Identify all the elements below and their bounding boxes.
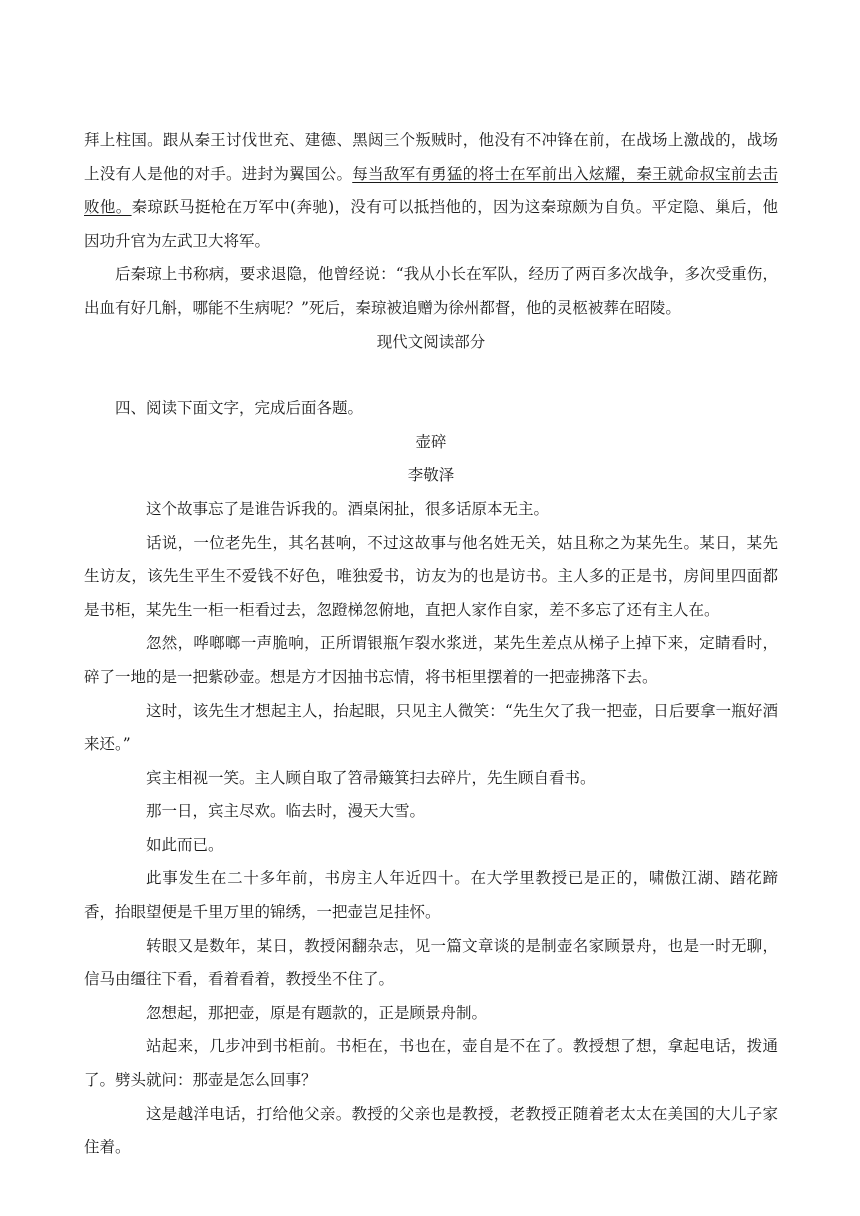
story-paragraph: 转眼又是数年，某日，教授闲翻杂志，见一篇文章谈的是制壶名家顾景舟，也是一时无聊，信马由缰往下看，看着看着，教授坐不住了。 (84, 936, 778, 989)
translation-paragraph-1 (84, 124, 778, 258)
translation-text: 秦琼跃马挺枪在万军中(奔驰)，没有可以抵挡他的，因为这秦琼颇为自负。平定隐、巢后，他因功升官为左武卫大将军。 (84, 198, 778, 250)
story-paragraph: 这是越洋电话，打给他父亲。教授的父亲也是教授，老教授正随着老太太在美国的大儿子家住着。 (84, 1104, 778, 1157)
story-paragraph: 忽想起，那把壶，原是有题款的，正是顾景舟制。 (146, 1003, 488, 1022)
story-paragraph: 站起来，几步冲到书柜前。书柜在，书也在，壶自是不在了。教授想了想，拿起电话，拨通了。劈头就问：那壶是怎么回事？ (84, 1037, 778, 1090)
story-paragraph: 这时，该先生才想起主人，抬起眼，只见主人微笑：“先生欠了我一把壶，日后要拿一瓶好酒来还。” (84, 701, 778, 754)
story-paragraph: 宾主相视一笑。主人顾自取了笤帚簸箕扫去碎片，先生顾自看书。 (146, 768, 596, 787)
story-paragraph: 那一日，宾主尽欢。临去时，漫天大雪。 (146, 802, 426, 821)
story-paragraph: 忽然，哗啷啷一声脆响，正所谓银瓶乍裂水浆迸，某先生差点从梯子上掉下来，定睛看时，碎了一地的是一把紫砂壶。想是方才因抽书忘情，将书柜里摆着的一把壶拂落下去。 (84, 634, 778, 686)
document-page (84, 124, 778, 1165)
story-paragraph: 话说，一位老先生，其名甚响，不过这故事与他名姓无关，姑且称之为某先生。某日，某先生访友，该先生平生不爱钱不好色，唯独爱书，访友为的也是访书。主人多的正是书，房间里四面都是书柜，某先生一柜一柜看过去，忽蹬梯忽俯地，直把人家作自家，差不多忘了还有主人在。 (84, 533, 778, 619)
translation-paragraph-2: 后秦琼上书称病，要求退隐，他曾经说：“我从小长在军队，经历了两百多次战争，多次受重伤，出血有好几斛，哪能不生病呢？”死后，秦琼被追赠为徐州都督，他的灵柩被葬在昭陵。 (84, 265, 778, 317)
story-paragraph: 此事发生在二十多年前，书房主人年近四十。在大学里教授已是正的，啸傲江湖、踏花蹄香，抬眼望便是千里万里的锦绣，一把壶岂足挂怀。 (84, 869, 778, 922)
section-heading: 现代文阅读部分 (376, 332, 486, 351)
story-author: 李敬泽 (407, 466, 455, 485)
question-prompt: 四、阅读下面文字，完成后面各题。 (115, 399, 364, 418)
story-paragraph: 如此而已。 (146, 835, 224, 854)
story-title: 壶碎 (415, 432, 447, 451)
story-paragraph: 这个故事忘了是谁告诉我的。酒桌闲扯，很多话原本无主。 (146, 499, 550, 518)
underlined-sentence: 每当敌军有勇猛的将士在军前出入炫耀，秦王就命叔宝前去击败他。 (84, 164, 778, 217)
spacer (84, 359, 778, 392)
translation-text: 拜上柱国。跟从秦王讨伐世充、建德、黑闼三个叛贼时，他没有不冲锋在前，在战场上激战的，战场上没有人是他的对手。进封为翼国公。 (84, 131, 778, 183)
